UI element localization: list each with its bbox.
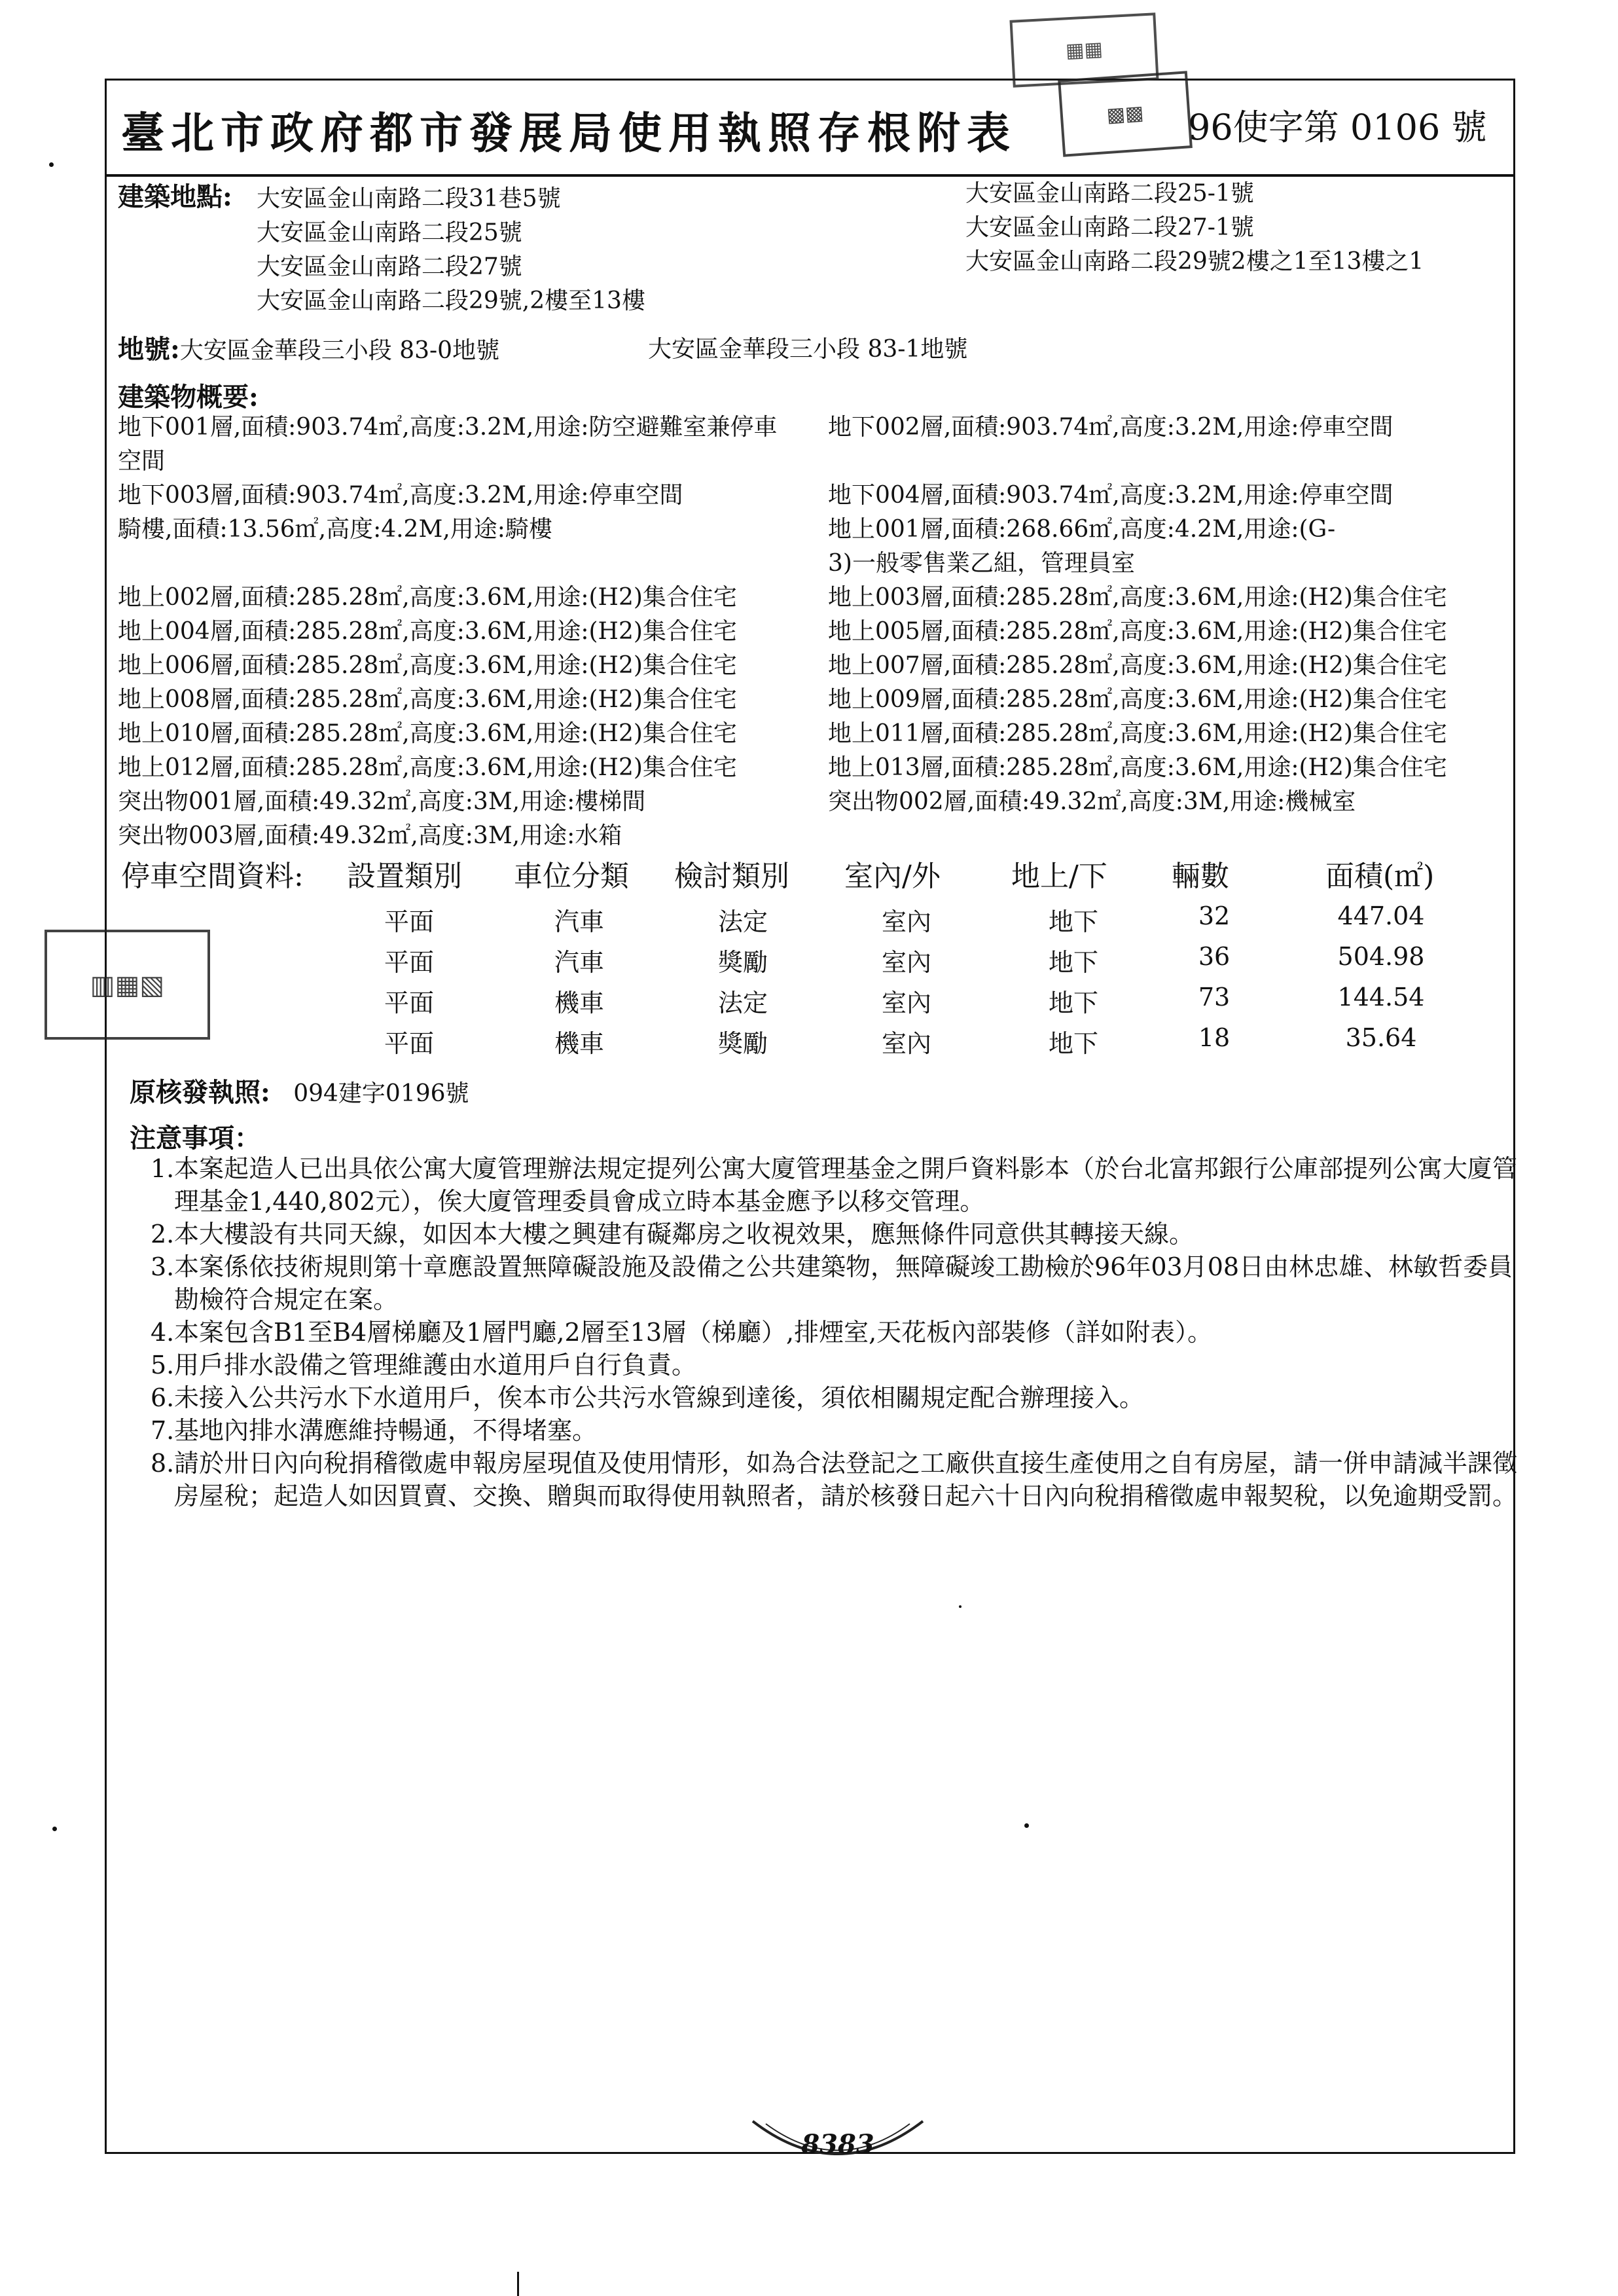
notes-list [151, 1152, 1519, 1512]
document-title: 臺北市政府都市發展局使用執照存根附表 [121, 107, 1016, 158]
address-left-list [257, 182, 645, 318]
floor-line: 地下004層,面積:903.74㎡,高度:3.2M,用途:停車空間 [828, 482, 1393, 509]
building-label: 建築物概要: [118, 382, 259, 412]
note-item [151, 1218, 1519, 1250]
floor-line: 騎樓,面積:13.56㎡,高度:4.2M,用途:騎樓 [118, 516, 552, 543]
floor-line: 地下001層,面積:903.74㎡,高度:3.2M,用途:防空避難室兼停車 [118, 414, 778, 441]
parking-cell: 汽車 [554, 948, 604, 977]
parking-header: 車位分類 [514, 860, 629, 893]
parking-row [0, 1023, 1618, 1064]
scan-speck [52, 1827, 57, 1831]
parking-cell: 平面 [384, 948, 434, 977]
address-line: 大安區金山南路二段27-1號 [965, 214, 1254, 241]
parking-cell: 18 [1198, 1023, 1231, 1052]
title-overlap-stamp: ▩▩ [1058, 71, 1193, 157]
scan-speck [1024, 1823, 1029, 1828]
parking-row [0, 902, 1618, 942]
note-text: 未接入公共污水下水道用戶，俟本市公共污水管線到達後，須依相關規定配合辦理接入。 [174, 1383, 1145, 1412]
floor-line: 地上010層,面積:285.28㎡,高度:3.6M,用途:(H2)集合住宅 [118, 720, 737, 747]
parking-cell: 35.64 [1345, 1023, 1417, 1052]
parking-cell: 法定 [717, 907, 768, 936]
floor-line: 地上002層,面積:285.28㎡,高度:3.6M,用途:(H2)集合住宅 [118, 584, 737, 611]
note-text: 本案係依技術規則第十章應設置無障礙設施及設備之公共建築物，無障礙竣工勘檢於96年03月08日由林忠雄、林敏哲委員勘檢符合規定在案。 [174, 1252, 1513, 1314]
document-frame [105, 79, 1515, 2154]
floor-line: 突出物003層,面積:49.32㎡,高度:3M,用途:水箱 [118, 822, 622, 849]
floor-line: 地上008層,面積:285.28㎡,高度:3.6M,用途:(H2)集合住宅 [118, 686, 737, 713]
note-number: 7. [151, 1416, 175, 1445]
parking-cell: 室內 [881, 907, 931, 936]
lot-value: 大安區金華段三小段 83-0地號 [179, 337, 500, 364]
floor-line: 3)一般零售業乙組，管理員室 [828, 550, 1135, 577]
address-line: 大安區金山南路二段27號 [257, 253, 522, 280]
address-line: 大安區金山南路二段29號,2樓至13樓 [257, 287, 645, 314]
floors-right-list [828, 410, 1447, 819]
parking-cell: 法定 [717, 989, 768, 1017]
parking-header: 設置類別 [347, 860, 462, 893]
left-side-stamp: ▥▦▧ [45, 930, 210, 1040]
parking-cell: 機車 [554, 989, 604, 1017]
note-item [151, 1414, 1519, 1447]
parking-cell: 地下 [1048, 1029, 1098, 1058]
parking-cell: 32 [1198, 902, 1231, 930]
parking-cell: 室內 [881, 1029, 931, 1058]
parking-cell: 447.04 [1337, 902, 1425, 930]
parking-header: 輛數 [1172, 860, 1229, 893]
parking-header: 地上/下 [1011, 860, 1107, 893]
floor-line: 地上007層,面積:285.28㎡,高度:3.6M,用途:(H2)集合住宅 [828, 652, 1447, 679]
floor-line: 地上003層,面積:285.28㎡,高度:3.6M,用途:(H2)集合住宅 [828, 584, 1447, 611]
lot-label: 地號: [118, 334, 180, 365]
floor-line: 地下003層,面積:903.74㎡,高度:3.2M,用途:停車空間 [118, 482, 683, 509]
floor-line: 地上005層,面積:285.28㎡,高度:3.6M,用途:(H2)集合住宅 [828, 618, 1447, 645]
parking-cell: 平面 [384, 907, 434, 936]
original-license-row [130, 1076, 469, 1111]
floor-line: 地上004層,面積:285.28㎡,高度:3.6M,用途:(H2)集合住宅 [118, 618, 737, 645]
lot-value: 大安區金華段三小段 83-1地號 [648, 336, 968, 363]
scan-speck [959, 1605, 962, 1608]
address-line: 大安區金山南路二段31巷5號 [257, 185, 561, 212]
note-number: 6. [151, 1383, 175, 1412]
parking-cell: 504.98 [1337, 942, 1425, 971]
floor-line: 地上006層,面積:285.28㎡,高度:3.6M,用途:(H2)集合住宅 [118, 652, 737, 679]
note-number: 8. [151, 1449, 175, 1478]
parking-cell: 機車 [554, 1029, 604, 1058]
note-text: 本案包含B1至B4層梯廳及1層門廳,2層至13層（梯廳）,排煙室,天花板內部裝修（詳如附表）。 [174, 1318, 1213, 1347]
page-seal [746, 2115, 929, 2174]
floor-line: 突出物001層,面積:49.32㎡,高度:3M,用途:樓梯間 [118, 788, 646, 815]
parking-cell: 獎勵 [717, 1029, 768, 1058]
note-item [151, 1316, 1519, 1349]
parking-cell: 平面 [384, 989, 434, 1017]
floor-line: 地上013層,面積:285.28㎡,高度:3.6M,用途:(H2)集合住宅 [828, 754, 1447, 781]
parking-header: 室內/外 [844, 860, 941, 893]
permit-number: 96使字第 0106 號 [1188, 107, 1487, 148]
note-text: 請於卅日內向稅捐稽徵處申報房屋現值及使用情形，如為合法登記之工廠供直接生產使用之自有房屋，請一併申請減半課徵房屋稅；起造人如因買賣、交換、贈與而取得使用執照者，請於核發日起六十日內向稅捐稽徵處申報契稅，以免逾期受罰。 [174, 1449, 1518, 1510]
address-right-list [965, 177, 1424, 279]
parking-cell: 144.54 [1337, 983, 1425, 1011]
note-item [151, 1381, 1519, 1414]
parking-cell: 獎勵 [717, 948, 768, 977]
note-number: 1. [151, 1154, 175, 1183]
note-number: 5. [151, 1351, 175, 1379]
scan-speck [49, 162, 54, 167]
lot-row [118, 333, 499, 368]
top-seal-stamp: ▦▦ [1009, 12, 1159, 88]
parking-row [0, 942, 1618, 983]
parking-cell: 73 [1198, 983, 1231, 1011]
original-license-label: 原核發執照: [130, 1077, 270, 1108]
floor-line: 地下002層,面積:903.74㎡,高度:3.2M,用途:停車空間 [828, 414, 1393, 441]
page-seal-number: 8383 [801, 2129, 874, 2160]
parking-cell: 平面 [384, 1029, 434, 1058]
parking-cell: 室內 [881, 948, 931, 977]
floor-line: 突出物002層,面積:49.32㎡,高度:3M,用途:機械室 [828, 788, 1356, 815]
address-line: 大安區金山南路二段29號2樓之1至13樓之1 [965, 248, 1424, 275]
note-item [151, 1447, 1519, 1512]
address-label: 建築地點: [118, 181, 232, 212]
note-number: 3. [151, 1252, 175, 1281]
floor-line: 地上012層,面積:285.28㎡,高度:3.6M,用途:(H2)集合住宅 [118, 754, 737, 781]
parking-cell: 地下 [1048, 989, 1098, 1017]
note-text: 用戶排水設備之管理維護由水道用戶自行負責。 [174, 1351, 697, 1379]
parking-cell: 36 [1198, 942, 1231, 971]
parking-label: 停車空間資料: [121, 860, 304, 893]
note-text: 本案起造人已出具依公寓大廈管理辦法規定提列公寓大廈管理基金之開戶資料影本（於台北富邦銀行公庫部提列公寓大廈管理基金1,440,802元），俟大廈管理委員會成立時本基金應予以移交管理。 [174, 1154, 1518, 1216]
note-item [151, 1152, 1519, 1218]
parking-row [0, 983, 1618, 1023]
floor-line: 地上011層,面積:285.28㎡,高度:3.6M,用途:(H2)集合住宅 [828, 720, 1447, 747]
parking-cell: 汽車 [554, 907, 604, 936]
address-line: 大安區金山南路二段25-1號 [965, 180, 1254, 207]
parking-cell: 地下 [1048, 948, 1098, 977]
floor-line: 地上001層,面積:268.66㎡,高度:4.2M,用途:(G- [828, 516, 1336, 543]
note-item [151, 1250, 1519, 1316]
parking-header: 檢討類別 [674, 860, 789, 893]
floor-line: 地上009層,面積:285.28㎡,高度:3.6M,用途:(H2)集合住宅 [828, 686, 1447, 713]
floors-left-list [118, 410, 778, 853]
parking-header: 面積(㎡) [1325, 860, 1435, 893]
note-number: 2. [151, 1220, 175, 1248]
note-number: 4. [151, 1318, 175, 1347]
parking-cell: 地下 [1048, 907, 1098, 936]
note-text: 基地內排水溝應維持暢通，不得堵塞。 [174, 1416, 598, 1445]
notes-label: 注意事項： [130, 1123, 261, 1154]
parking-cell: 室內 [881, 989, 931, 1017]
note-item [151, 1349, 1519, 1381]
scan-mark [517, 2272, 519, 2296]
floor-line: 空間 [118, 448, 166, 475]
note-text: 本大樓設有共同天線，如因本大樓之興建有礙鄰房之收視效果，應無條件同意供其轉接天線。 [174, 1220, 1195, 1248]
original-license-value: 094建字0196號 [293, 1080, 469, 1107]
address-line: 大安區金山南路二段25號 [257, 219, 522, 246]
